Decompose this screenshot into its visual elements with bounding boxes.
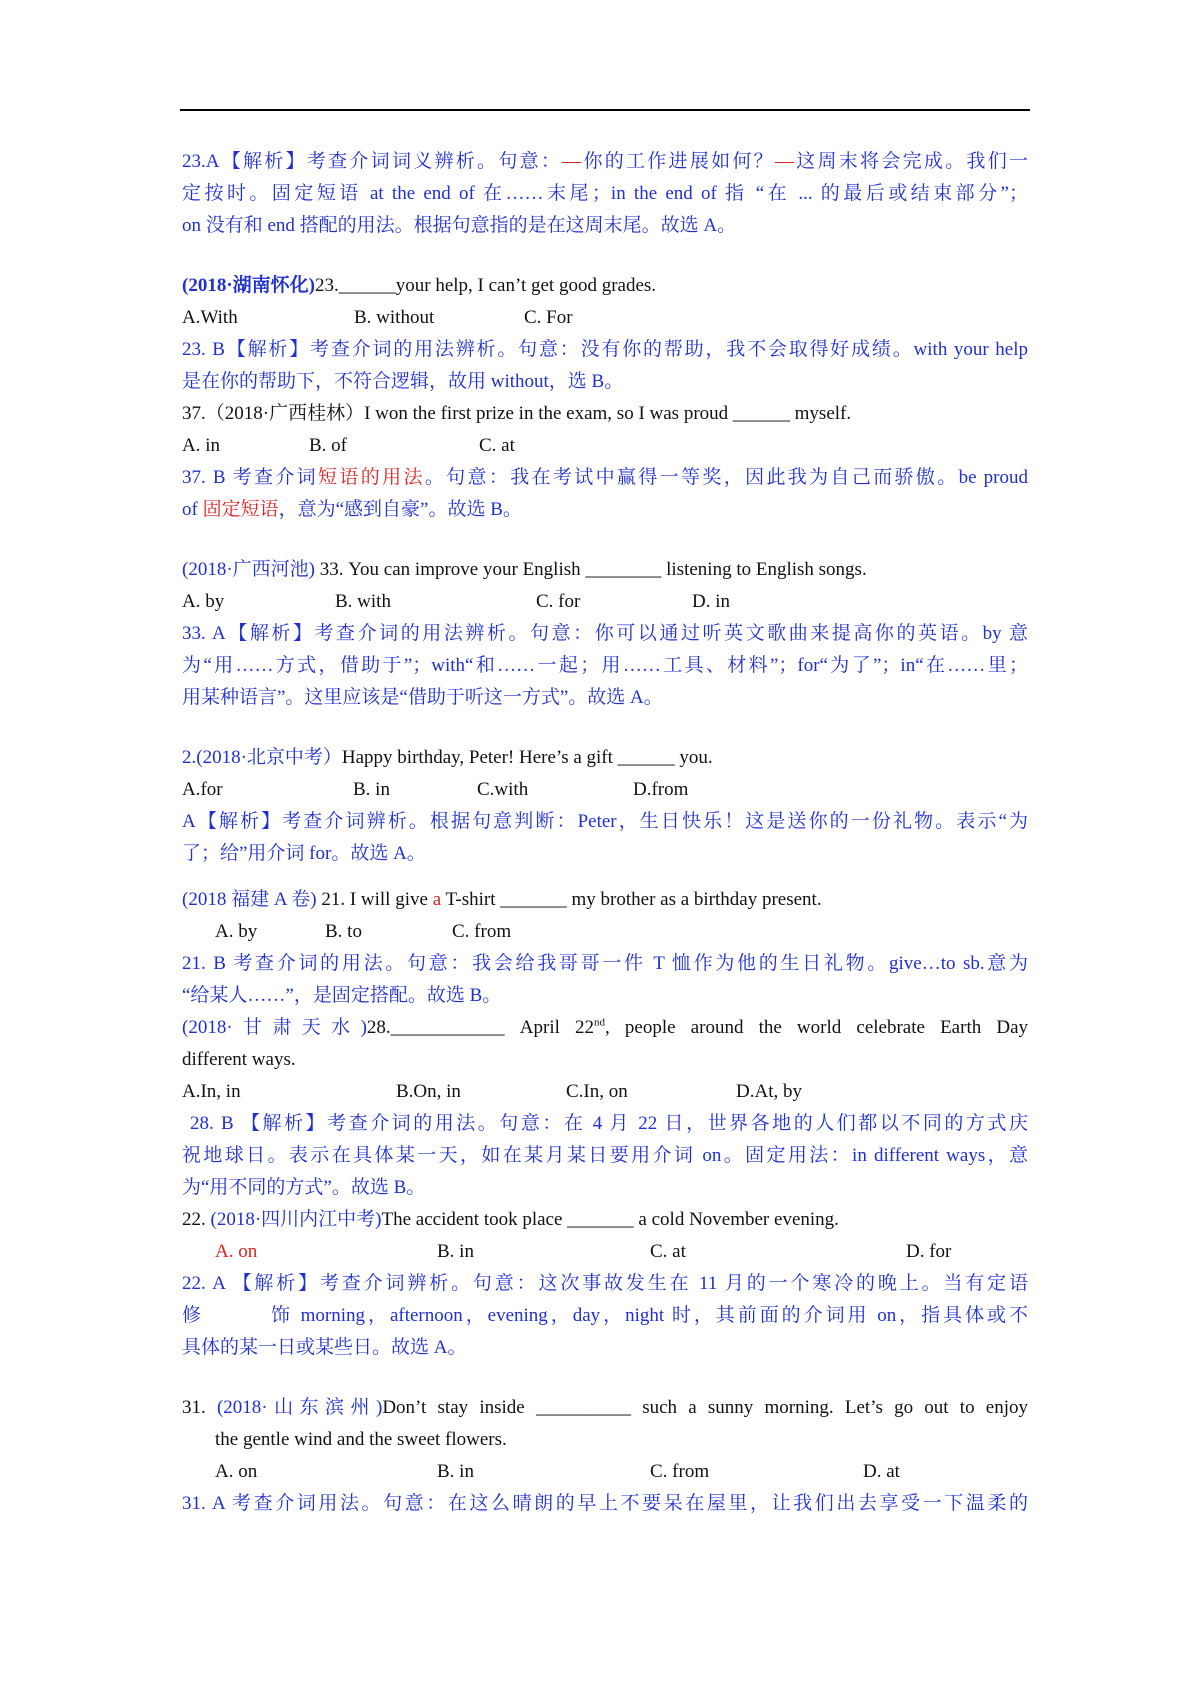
question-number: 31. bbox=[182, 1397, 217, 1418]
highlight-text: 固定短语 bbox=[202, 499, 279, 520]
option-b: B. to bbox=[325, 921, 362, 942]
question-source: 2.(2018·北京中考） bbox=[182, 747, 342, 768]
answer-2-line-1: A【解析】考查介词辨析。根据句意判断：Peter，生日快乐！这是送你的一份礼物。表示“为 bbox=[182, 811, 1028, 832]
option-b: B. with bbox=[335, 591, 391, 612]
answer-23a-line-1 bbox=[182, 146, 1028, 178]
option-d: D. at bbox=[863, 1461, 900, 1482]
question-28-line-1 bbox=[182, 1012, 1028, 1044]
option-d: D.from bbox=[633, 779, 689, 800]
question-source: (2018·湖南怀化) bbox=[182, 275, 315, 296]
option-a: A. by bbox=[182, 591, 225, 612]
answer-text: 这周末将会完成。我们一 bbox=[793, 151, 1028, 172]
answer-28-line-3: 为“用不同的方式”。故选 B。 bbox=[182, 1177, 426, 1198]
question-source: (2018·广西河池) bbox=[182, 559, 320, 580]
option-b: B.On, in bbox=[396, 1081, 461, 1102]
question-2-options bbox=[182, 774, 1028, 806]
option-b: B. in bbox=[437, 1241, 474, 1262]
option-d: D.At, by bbox=[736, 1081, 802, 1102]
answer-21-line-2: “给某人……”，是固定搭配。故选 B。 bbox=[182, 985, 502, 1006]
question-stem: I won the first prize in the exam, so I was proud ______ myself. bbox=[364, 403, 852, 424]
question-stem: Don’t stay inside __________ such a sunny morning. Let’s go out to enjoy bbox=[382, 1397, 1028, 1418]
option-c: C.In, on bbox=[566, 1081, 628, 1102]
option-d: D. for bbox=[906, 1241, 952, 1262]
option-c: C. For bbox=[524, 307, 573, 328]
answer-21-line-1: 21. B 考查介词的用法。句意：我会给我哥哥一件 T 恤作为他的生日礼物。give…to sb.意为 bbox=[182, 953, 1028, 974]
answer-28-line-1: 28. B 【解析】考查介词的用法。句意：在 4 月 22 日，世界各地的人们都以不同的方式庆 bbox=[190, 1113, 1028, 1134]
answer-text: ，意为“感到自豪”。故选 B。 bbox=[278, 499, 522, 520]
question-stem: 28.____________ April 22 bbox=[366, 1017, 595, 1038]
question-37-line bbox=[182, 398, 1028, 430]
question-2-line bbox=[182, 742, 1028, 774]
answer-text: 。句意：我在考试中赢得一等奖，因此我为自己而骄傲。be proud bbox=[424, 467, 1028, 488]
answer-33-line-3: 用某种语言”。这里应该是“借助于听这一方式”。故选 A。 bbox=[182, 687, 663, 708]
question-28-line-2: different ways. bbox=[182, 1049, 296, 1070]
highlight-text: a bbox=[432, 889, 442, 910]
answer-23-line-2: 是在你的帮助下，不符合逻辑，故用 without，选 B。 bbox=[182, 371, 624, 392]
answer-37-line-2 bbox=[182, 494, 1028, 526]
question-31-line-2: the gentle wind and the sweet flowers. bbox=[215, 1429, 507, 1450]
question-number: 22. bbox=[182, 1209, 211, 1230]
option-a: A. on bbox=[215, 1461, 258, 1482]
question-source: 37.（2018·广西桂林） bbox=[182, 403, 365, 424]
question-21-options bbox=[182, 916, 1028, 948]
answer-28-line-2: 祝地球日。表示在具体某一天，如在某月某日要用介词 on。固定用法：in different ways，意 bbox=[182, 1145, 1028, 1166]
question-stem: The accident took place _______ a cold November evening. bbox=[381, 1209, 839, 1230]
question-22-options bbox=[182, 1236, 1028, 1268]
answer-33-line-1: 33. A【解析】考查介词的用法辨析。句意：你可以通过听英文歌曲来提高你的英语。by 意 bbox=[182, 623, 1028, 644]
answer-text: 37. B 考查介词 bbox=[182, 467, 319, 488]
question-stem: T-shirt _______ my brother as a birthday present. bbox=[441, 889, 822, 910]
question-33-line bbox=[182, 554, 1028, 586]
superscript: nd bbox=[594, 1016, 606, 1029]
dash: — bbox=[774, 151, 794, 172]
option-c: C. at bbox=[479, 435, 515, 456]
question-31-options bbox=[182, 1456, 1028, 1488]
question-stem: 23.______your help, I can’t get good grades. bbox=[315, 275, 657, 296]
option-c: C.with bbox=[477, 779, 529, 800]
option-a: A.In, in bbox=[182, 1081, 241, 1102]
option-c: C. for bbox=[536, 591, 581, 612]
question-source: (2018·山东滨州) bbox=[216, 1397, 383, 1418]
option-b: B. in bbox=[353, 779, 390, 800]
header-rule bbox=[180, 109, 1030, 111]
answer-text: 你的工作进展如何？ bbox=[581, 151, 775, 172]
option-b: B. without bbox=[354, 307, 435, 328]
option-d: D. in bbox=[692, 591, 730, 612]
question-source: (2018·甘肃天水) bbox=[182, 1017, 367, 1038]
option-c: C. at bbox=[650, 1241, 686, 1262]
option-a: A. by bbox=[215, 921, 258, 942]
option-a: A. in bbox=[182, 435, 220, 456]
answer-23a-line-3: on 没有和 end 搭配的用法。根据句意指的是在这周末尾。故选 A。 bbox=[182, 215, 737, 236]
question-31-line-1 bbox=[182, 1392, 1028, 1424]
answer-22-line-2 bbox=[182, 1300, 1028, 1332]
question-21-line bbox=[182, 884, 1028, 916]
answer-text: of bbox=[182, 499, 203, 520]
question-23-options bbox=[182, 302, 1028, 334]
question-stem: 21. I will give bbox=[321, 889, 433, 910]
answer-text: 修 bbox=[182, 1305, 202, 1326]
question-source: (2018 福建 A 卷) bbox=[182, 889, 322, 910]
answer-text: 23.A【解析】考查介词词义辨析。句意： bbox=[182, 151, 563, 172]
highlight-text: 短语的用法 bbox=[318, 467, 425, 488]
answer-31-line-1: 31. A 考查介词用法。句意：在这么晴朗的早上不要呆在屋里，让我们出去享受一下温柔的 bbox=[182, 1493, 1028, 1514]
question-source: (2018·四川内江中考) bbox=[210, 1209, 382, 1230]
question-stem: , people around the world celebrate Earth Day bbox=[605, 1017, 1028, 1038]
option-c: C. from bbox=[650, 1461, 710, 1482]
answer-23a-line-2: 定按时。固定短语 at the end of 在……末尾；in the end of 指 “在 ... 的最后或结束部分”； bbox=[182, 183, 1028, 204]
question-22-line bbox=[182, 1204, 1028, 1236]
option-c: C. from bbox=[452, 921, 512, 942]
answer-22-line-1: 22. A 【解析】考查介词辨析。句意：这次事故发生在 11 月的一个寒冷的晚上。当有定语 bbox=[182, 1273, 1028, 1294]
option-a: A.for bbox=[182, 779, 223, 800]
dash: — bbox=[562, 151, 582, 172]
answer-22-line-3: 具体的某一日或某些日。故选 A。 bbox=[182, 1337, 467, 1358]
option-b: B. in bbox=[437, 1461, 474, 1482]
question-stem: Happy birthday, Peter! Here’s a gift ______ you. bbox=[341, 747, 713, 768]
question-23-line bbox=[182, 270, 1028, 302]
question-33-options bbox=[182, 586, 1028, 618]
document-body bbox=[182, 146, 1028, 1520]
question-28-options bbox=[182, 1076, 1028, 1108]
option-b: B. of bbox=[309, 435, 347, 456]
option-a: A. on bbox=[215, 1241, 258, 1262]
answer-33-line-2: 为“用……方式，借助于”；with“和……一起；用……工具、材料”；for“为了”；in“在……里； bbox=[182, 655, 1028, 676]
answer-23-line-1: 23. B【解析】考查介词的用法辨析。句意：没有你的帮助，我不会取得好成绩。with your help bbox=[182, 339, 1028, 360]
answer-37-line-1 bbox=[182, 462, 1028, 494]
answer-2-line-2: 了；给”用介词 for。故选 A。 bbox=[182, 843, 426, 864]
answer-text: 饰 morning，afternoon，evening，day，night 时，其前面的介词用 on，指具体或不 bbox=[268, 1305, 1028, 1326]
question-stem: 33. You can improve your English ________ listening to English songs. bbox=[319, 559, 867, 580]
option-a: A.With bbox=[182, 307, 238, 328]
question-37-options bbox=[182, 430, 1028, 462]
